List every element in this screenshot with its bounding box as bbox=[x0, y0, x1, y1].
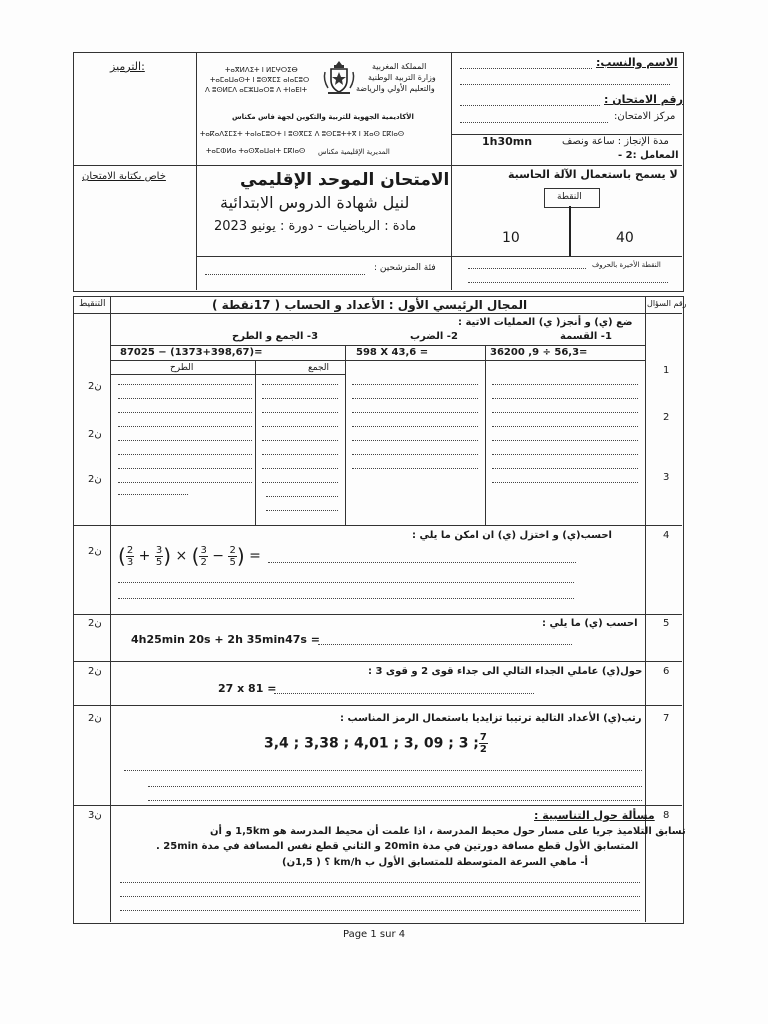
q1-number-3: 3 bbox=[663, 472, 670, 483]
answer-dotted-line bbox=[492, 426, 638, 427]
q1-op1-label: 1- القسمة bbox=[560, 331, 612, 342]
answer-dotted-line bbox=[262, 412, 338, 413]
grading-header: التنقيط bbox=[79, 299, 106, 309]
duration-label: مدة الإنجاز : ساعة ونصف bbox=[562, 136, 669, 147]
q4-frac2-num: 3 bbox=[155, 544, 163, 556]
final-score-letters-label: النقطة الأخيرة بالحروف bbox=[592, 261, 661, 269]
q5-prompt: احسب (ي) ما يلي : bbox=[542, 618, 638, 629]
q6-number: 6 bbox=[663, 666, 670, 677]
q1-points-1: 2ن bbox=[88, 381, 102, 392]
answer-dotted-line bbox=[262, 468, 338, 469]
duration-value: 1h30mn bbox=[482, 135, 533, 148]
ministry-line-2: والتعليم الأولي والرياضة bbox=[356, 84, 435, 93]
q4-frac2-den: 5 bbox=[155, 556, 163, 568]
answer-dotted-line bbox=[118, 468, 252, 469]
q5-points: 2ن bbox=[88, 618, 102, 629]
academy-name: الأكاديمية الجهوية للتربية والتكوين لجهة فاس مكناس bbox=[232, 113, 414, 121]
q1-op3-expression: 87025 − (1373+398,67)= bbox=[120, 347, 263, 358]
symbol-label: الترميز: bbox=[110, 60, 145, 73]
kingdom-name: المملكة المغربية bbox=[372, 62, 427, 71]
q8-line-2: المتسابق الأول قطع مسافة دورتين في مدة 20min و الثاني قطع نفس المسافة في مدة 25min . bbox=[156, 841, 639, 852]
q4-frac3-den: 2 bbox=[200, 556, 207, 568]
exam-only-label: خاص بكتابة الامتحان bbox=[82, 171, 166, 182]
q1-prompt: ضع (ي) و أنجز( ي) العمليات الاتية : bbox=[458, 317, 633, 328]
tifinagh-line-1: ⵜⴰⴳⵍⴷⵉⵜ ⵏ ⵍⵎⵖⵔⵉⴱ bbox=[225, 66, 298, 74]
q4-frac1-den: 3 bbox=[126, 556, 134, 568]
q4-frac4-num: 2 bbox=[229, 544, 236, 556]
answer-dotted-line bbox=[262, 440, 338, 441]
answer-dotted-line bbox=[352, 454, 478, 455]
answer-dotted-line bbox=[262, 454, 338, 455]
answer-dotted-line bbox=[118, 412, 252, 413]
coefficient-label: المعامل :2 - bbox=[618, 150, 679, 161]
q5-number: 5 bbox=[663, 618, 670, 629]
exam-title-2: لنيل شهادة الدروس الابتدائية bbox=[220, 193, 410, 212]
q4-points: 2ن bbox=[88, 546, 102, 557]
direction-name: المديرية الإقليمية مكناس bbox=[318, 148, 390, 156]
answer-dotted-line bbox=[492, 482, 638, 483]
tifinagh-line-2: ⵜⴰⵎⴰⵡⴰⵙⵜ ⵏ ⵓⵙⴳⵎⵉ ⴰⵏⴰⵎⵓⵔ bbox=[210, 76, 310, 84]
q4-frac4-den: 5 bbox=[229, 556, 236, 568]
q7-points: 2ن bbox=[88, 713, 102, 724]
q7-prompt: رتب(ي) الأعداد التالية ترتيبا تزايديا باستعمال الرمز المناسب : bbox=[340, 713, 642, 724]
q7-frac-num: 7 bbox=[479, 732, 487, 743]
coat-of-arms-icon bbox=[322, 58, 356, 96]
q7-numbers: 3,4 ; 3,38 ; 4,01 ; 3, 09 ; 3 ; bbox=[264, 735, 479, 752]
q7-number: 7 bbox=[663, 713, 670, 724]
tifinagh-academy: ⵜⴰⴽⴰⴷⵉⵎⵉⵜ ⵜⴰⵏⴰⵎⵓⵔⵜ ⵏ ⵓⵙⴳⵎⵉ ⴷ ⵓⵙⵎⵓⵜⵜⴳ ⵏ ⴼⴰⵙ ⵎⴽⵏⴰⵙ bbox=[200, 130, 405, 138]
name-label: الاسم والنسب: bbox=[596, 56, 678, 69]
q4-number: 4 bbox=[663, 530, 670, 541]
answer-dotted-line bbox=[352, 468, 478, 469]
q4-frac3-num: 3 bbox=[200, 544, 207, 556]
tifinagh-direction: ⵜⴰⵎⵀⵍⴰ ⵜⴰⵙⴳⴰⵡⴰⵏⵜ ⵎⴽⵏⴰⵙ bbox=[206, 147, 306, 155]
q1-col-sub: الطرح bbox=[170, 363, 194, 373]
q4-prompt: احسب(ي) و اختزل (ي) ان امكن ما يلي : bbox=[412, 530, 612, 541]
answer-dotted-line bbox=[266, 510, 338, 511]
score-label: النقطة bbox=[557, 192, 582, 202]
answer-dotted-line bbox=[492, 468, 638, 469]
q8-line-3: أ- ماهي السرعة المتوسطة للمتسابق الأول ب km/h ؟ ( 1,5ن) bbox=[282, 857, 588, 868]
q1-op2-expression: 598 X 43,6 = bbox=[356, 347, 429, 358]
q5-expression: 4h25min 20s + 2h 35min47s = bbox=[131, 633, 321, 646]
q6-prompt: حول(ي) عاملي الجداء التالي الى جداء قوى 2 و قوى 3 : bbox=[368, 666, 643, 677]
q4-frac1-num: 2 bbox=[126, 544, 134, 556]
q4-expression: ( $\frac{2}{3}$ + $\frac{3}{5}$ ) × ( $\frac{3}{2}$ − $\frac{2}{5}$ ) = bbox=[118, 544, 261, 568]
answer-dotted-line bbox=[492, 384, 638, 385]
q1-number-1: 1 bbox=[663, 365, 670, 376]
q8-points: 3ن bbox=[88, 810, 102, 821]
answer-dotted-line bbox=[262, 482, 338, 483]
q8-title: مسألة حول التناسبية : bbox=[534, 809, 655, 822]
q1-points-3: 2ن bbox=[88, 474, 102, 485]
q8-number: 8 bbox=[663, 810, 670, 821]
exam-title-1: الامتحان الموحد الإقليمي bbox=[240, 170, 450, 190]
answer-dotted-line bbox=[262, 384, 338, 385]
q6-points: 2ن bbox=[88, 666, 102, 677]
answer-dotted-line bbox=[118, 482, 252, 483]
ministry-line-1: وزارة التربية الوطنية bbox=[368, 73, 436, 82]
answer-dotted-line bbox=[492, 454, 638, 455]
exam-number-label: رقم الامتحان : bbox=[604, 93, 683, 106]
answer-dotted-line bbox=[118, 440, 252, 441]
answer-dotted-line bbox=[118, 398, 252, 399]
q1-number-2: 2 bbox=[663, 412, 670, 423]
answer-dotted-line bbox=[262, 426, 338, 427]
answer-dotted-line bbox=[118, 454, 252, 455]
q8-line-1: تسابق التلاميذ جريا على مسار حول محيط المدرسة ، اذا علمت أن محيط المدرسة هو 1,5km و أن bbox=[210, 826, 686, 837]
q1-points-2: 2ن bbox=[88, 429, 102, 440]
answer-dotted-line bbox=[352, 412, 478, 413]
question-number-header: رقم السؤال bbox=[647, 299, 687, 308]
answer-dotted-line bbox=[118, 494, 188, 495]
section-title: المجال الرئيسي الأول : الأعداد و الحساب ( 17نقطة ) bbox=[212, 298, 528, 312]
answer-dotted-line bbox=[352, 384, 478, 385]
answer-dotted-line bbox=[118, 384, 252, 385]
q6-expression: 27 x 81 = bbox=[218, 682, 277, 695]
answer-dotted-line bbox=[352, 440, 478, 441]
exam-title-3: مادة : الرياضيات - دورة : يونيو 2023 bbox=[214, 219, 417, 234]
tifinagh-line-3: ⴷ ⵓⵙⵍⵎⴷ ⴰⵎⵣⵡⴰⵔⵓ ⴷ ⵜⵏⴰⴹⵏⵜ bbox=[205, 86, 308, 94]
q1-op1-expression: 36200 ,9 ÷ 56,3= bbox=[490, 347, 588, 358]
answer-dotted-line bbox=[352, 426, 478, 427]
answer-dotted-line bbox=[492, 398, 638, 399]
exam-center-label: مركز الامتحان: bbox=[614, 111, 676, 122]
no-calculator-note: لا يسمح باستعمال الآلة الحاسبة bbox=[508, 168, 678, 181]
answer-dotted-line bbox=[492, 440, 638, 441]
answer-dotted-line bbox=[352, 398, 478, 399]
candidates-category-label: فئة المترشحين : bbox=[374, 263, 436, 273]
score-denominator: 10 bbox=[502, 230, 520, 246]
answer-dotted-line bbox=[118, 426, 252, 427]
page-number: Page 1 sur 4 bbox=[343, 929, 406, 940]
answer-dotted-line bbox=[492, 412, 638, 413]
q1-op3-label: 3- الجمع و الطرح bbox=[232, 331, 319, 342]
q7-frac-den: 2 bbox=[479, 744, 487, 755]
q1-op2-label: 2- الضرب bbox=[410, 331, 458, 342]
answer-dotted-line bbox=[266, 496, 338, 497]
answer-dotted-line bbox=[262, 398, 338, 399]
q1-col-add: الجمع bbox=[308, 363, 330, 373]
q7-numbers-line bbox=[264, 732, 488, 755]
score-total: 40 bbox=[616, 230, 634, 246]
